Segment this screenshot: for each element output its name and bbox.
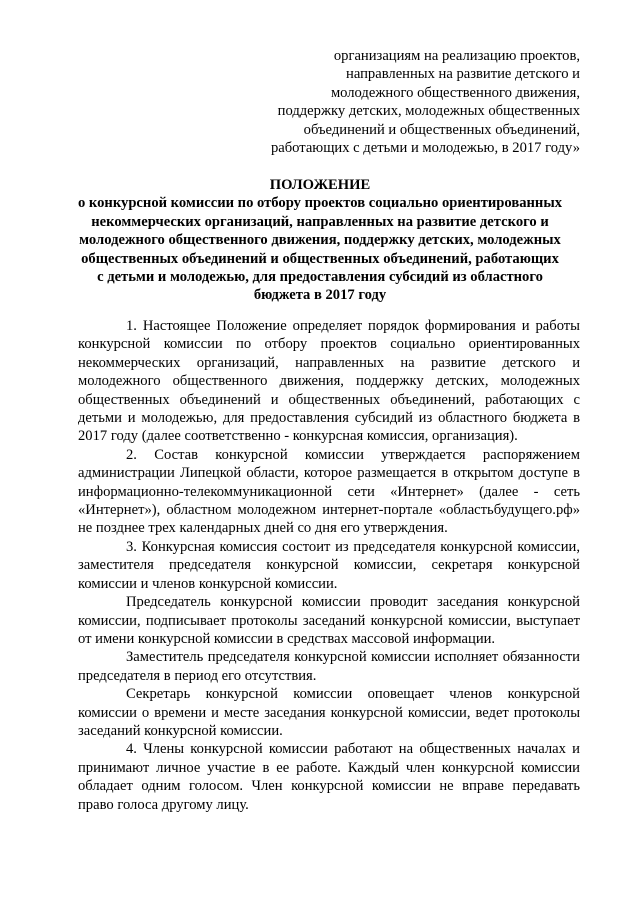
title-line: с детьми и молодежью, для предоставления субсидий из областного — [97, 269, 543, 286]
header-line: объединений и общественных объединений, — [303, 121, 580, 138]
document-title — [60, 176, 580, 305]
title-line: бюджета в 2017 году — [253, 287, 387, 304]
header-line: организациям на реализацию проектов, — [333, 48, 580, 64]
header-line: направленных на развитие детского и — [346, 66, 580, 83]
paragraph-3: 3. Конкурсная комиссия состоит из председателя конкурсной комиссии, заместителя председателя конкурсной комиссии, секретаря конкурсной комиссии и членов конкурсной комиссии. — [78, 538, 580, 592]
paragraph-deputy: Заместитель председателя конкурсной комиссии исполняет обязанности председателя в период его отсутствия. — [78, 649, 580, 684]
paragraph-2: 2. Состав конкурсной комиссии утверждается распоряжением администрации Липецкой области, которое размещается в открытом доступе в информационно-телекоммуникационной сети «Интернет» (далее - сеть «Интернет»), областном молодежном интернет-портале «областьбудущего.рф» не позднее трех календарных дней со дня его утверждения. — [78, 446, 580, 537]
header-line: работающих с детьми и молодежью, в 2017 году» — [270, 140, 580, 157]
title-heading: ПОЛОЖЕНИЕ — [269, 177, 371, 193]
appendix-header — [180, 47, 580, 157]
document-body — [78, 317, 580, 814]
paragraph-4: 4. Члены конкурсной комиссии работают на общественных началах и принимают личное участие в ее работе. Каждый член конкурсной комиссии обладает одним голосом. Член конкурсной комиссии не вправе передавать право голоса другому лицу. — [78, 741, 580, 813]
paragraph-chairman: Председатель конкурсной комиссии проводит заседания конкурсной комиссии, подписывает протоколы заседаний конкурсной комиссии, выступает от имени конкурсной комиссии в средствах массовой информации. — [78, 594, 580, 647]
title-line: о конкурсной комиссии по отбору проектов социально ориентированных — [77, 195, 563, 212]
title-line: некоммерческих организаций, направленных на развитие детского и — [91, 213, 549, 230]
title-line: молодежного общественного движения, поддержку детских, молодежных — [79, 232, 561, 249]
paragraph-secretary: Секретарь конкурсной комиссии оповещает членов конкурсной комиссии о времени и месте заседания конкурсной комиссии, ведет протоколы заседаний конкурсной комиссии. — [78, 686, 580, 739]
title-line: общественных объединений и общественных объединений, работающих — [81, 250, 559, 267]
header-line: молодежного общественного движения, — [330, 84, 580, 101]
paragraph-1: 1. Настоящее Положение определяет порядок формирования и работы конкурсной комиссии по отбору проектов социально ориентированных некоммерческих организаций, направленных на развитие детского и молодежного общественного движения, поддержку детских, молодежных общественных объединений и общественных объединений, работающих с детьми и молодежью, для предоставления субсидий из областного бюджета в 2017 году (далее соответственно - конкурсная комиссия, организация). — [78, 318, 580, 445]
header-line: поддержку детских, молодежных общественных — [277, 103, 580, 120]
